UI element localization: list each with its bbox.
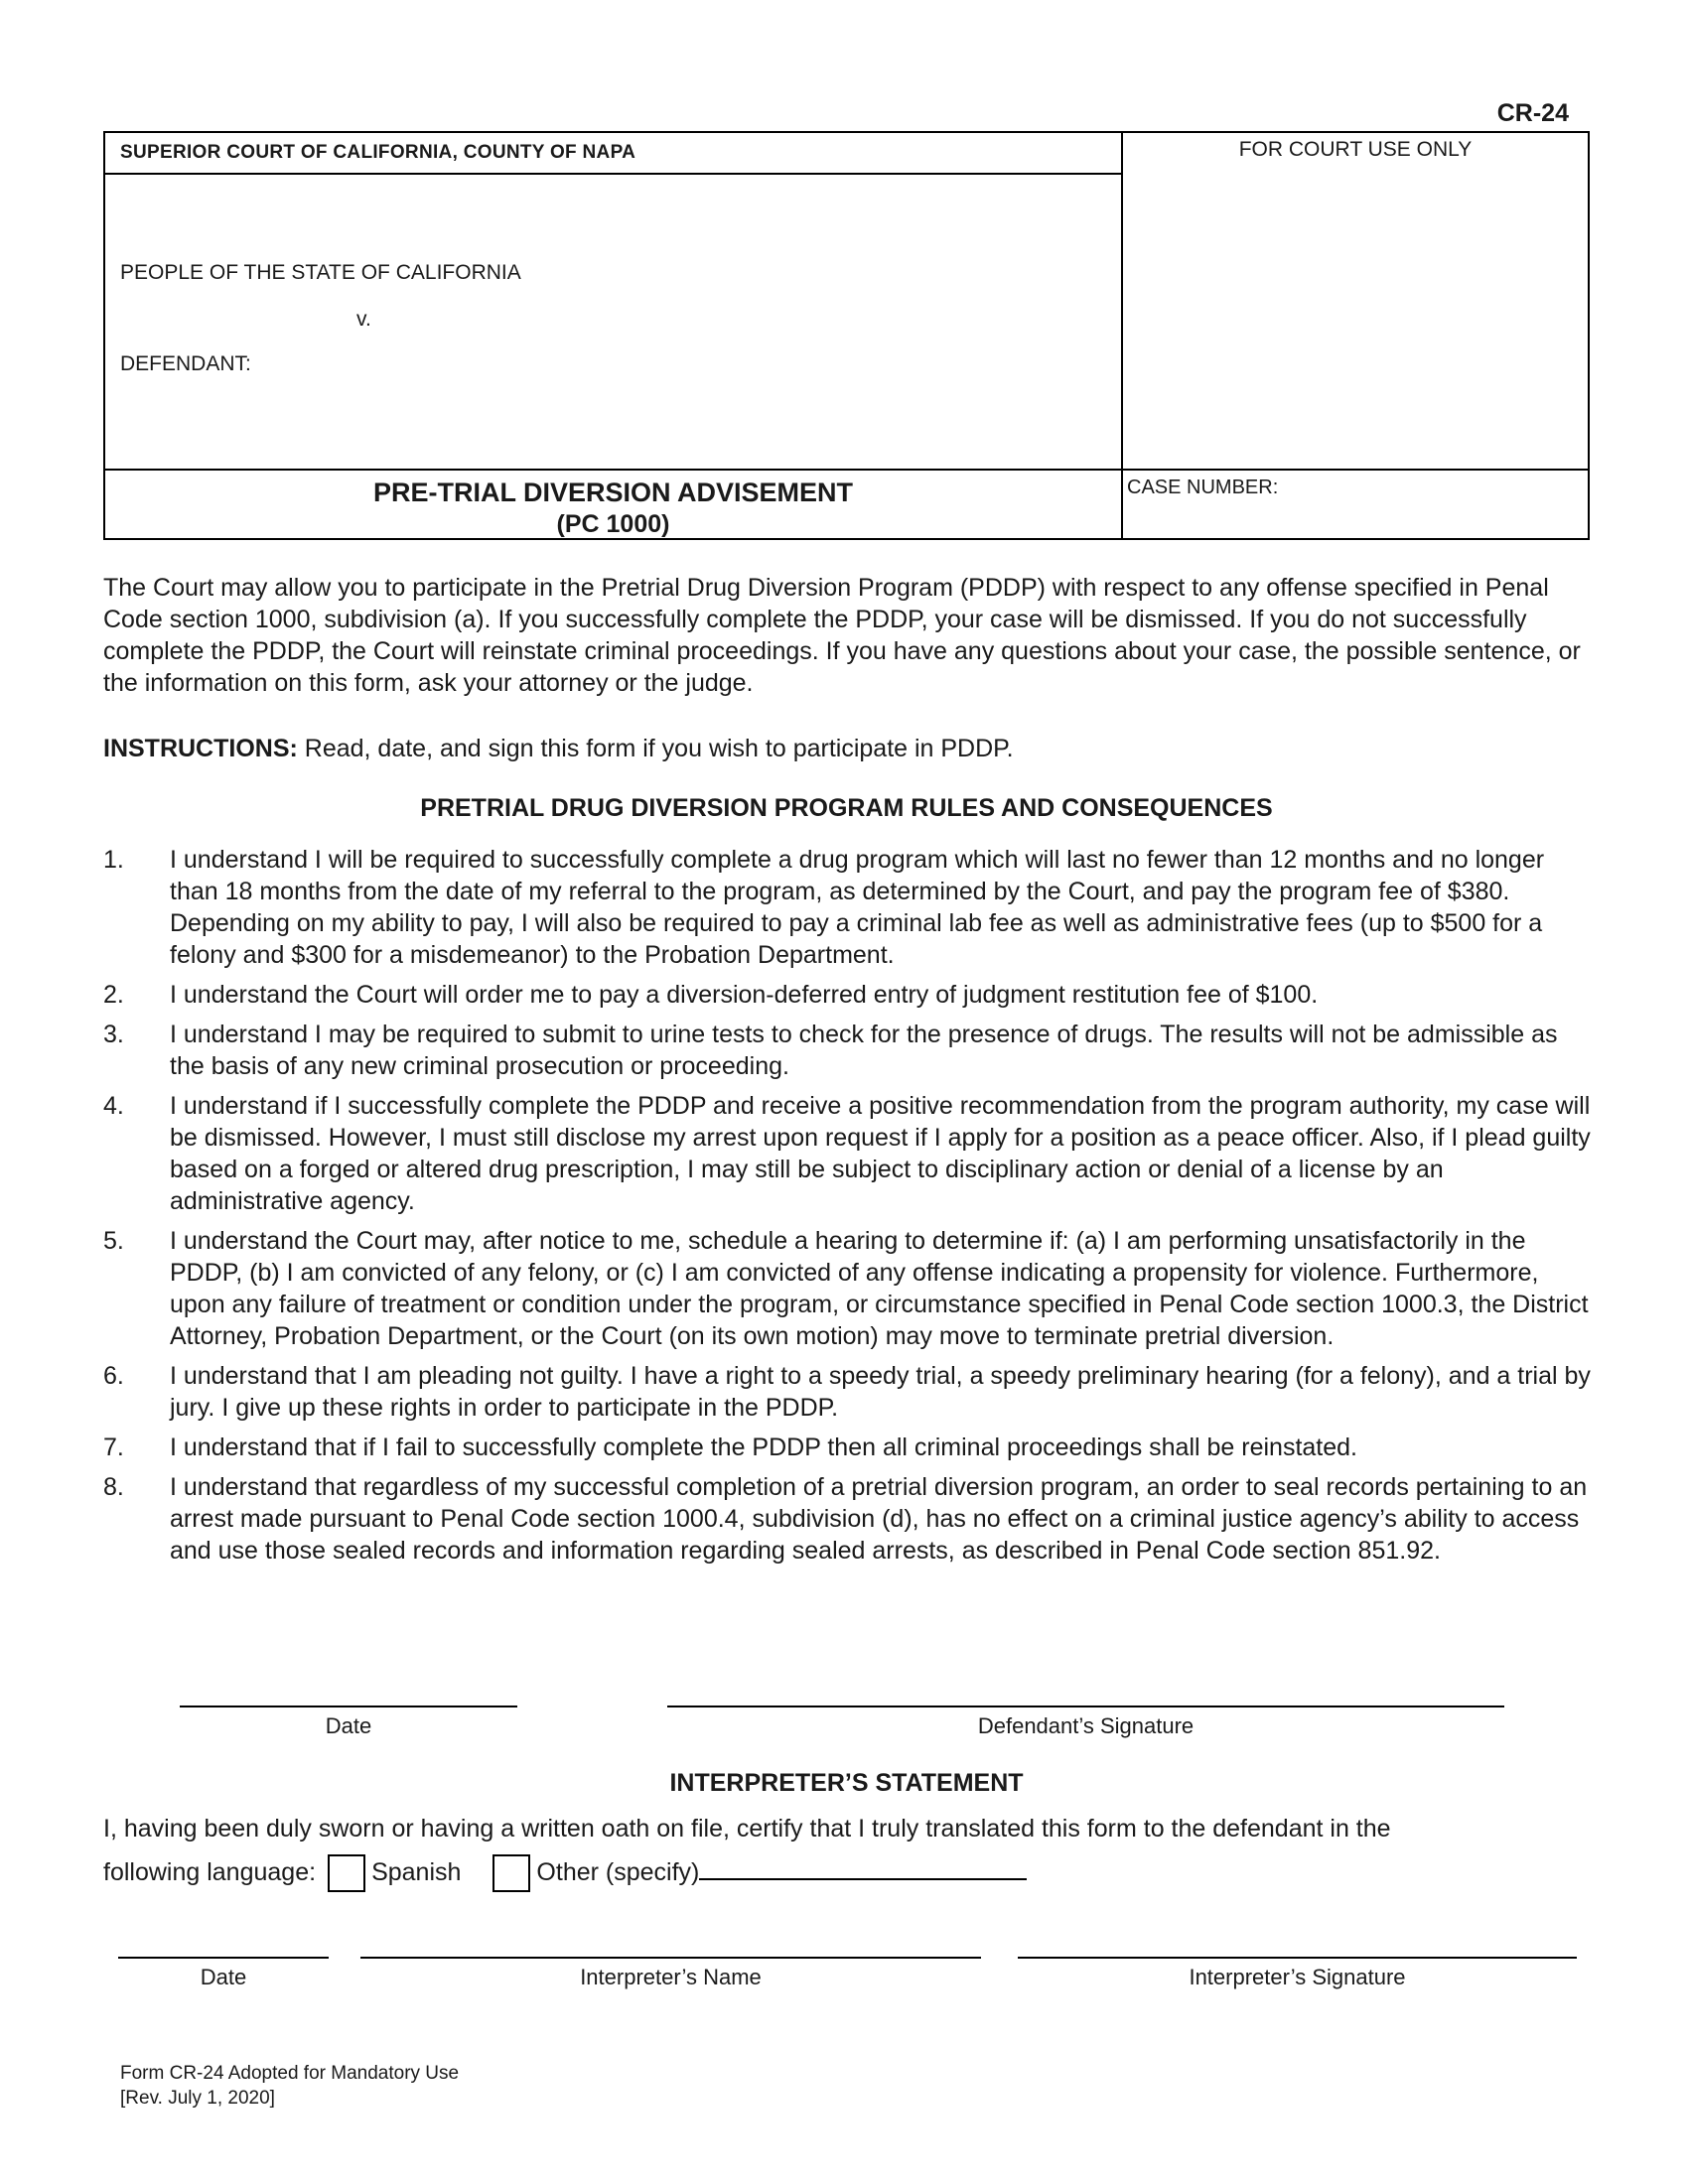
- language-row: [103, 1852, 1027, 1892]
- court-use-label: FOR COURT USE ONLY: [1238, 138, 1473, 161]
- rule-number: 1.: [103, 846, 124, 874]
- rule-text: I understand that if I fail to successfully complete the PDDP then all criminal proceedings shall be reinstated.: [170, 1433, 1357, 1461]
- form-footer: [120, 2061, 459, 2111]
- caption-box: [103, 131, 1123, 540]
- rule-item: [103, 979, 1593, 1011]
- instructions-text: Read, date, and sign this form if you wish to participate in PDDP.: [297, 735, 1014, 762]
- defendant-date-label: Date: [325, 1713, 372, 1738]
- case-number-field[interactable]: [1123, 469, 1588, 538]
- rules-heading: PRETRIAL DRUG DIVERSION PROGRAM RULES AND CONSEQUENCES: [420, 794, 1273, 822]
- interpreter-name-label: Interpreter’s Name: [580, 1965, 762, 1989]
- rule-text: I understand that I am pleading not guilty. I have a right to a speedy trial, a speedy preliminary hearing (for a felony), and a trial by jury. I give up these rights in order to participate in the PDDP.: [170, 1362, 1591, 1422]
- rule-number: 8.: [103, 1473, 124, 1501]
- rule-number: 7.: [103, 1433, 124, 1461]
- rule-text: I understand that regardless of my successful completion of a pretrial diversion program, an order to seal records pertaining to an arrest made pursuant to Penal Code section 1000.4, subdivision (d), has no effect on a criminal justice agency’s ability to access and use those sealed records and information regarding sealed arrests, as described in Penal Code section 851.92.: [170, 1473, 1588, 1565]
- rule-text: I understand the Court will order me to pay a diversion-deferred entry of judgment restitution fee of $100.: [170, 981, 1319, 1009]
- form-id: CR-24: [1496, 99, 1569, 127]
- other-language-field[interactable]: [699, 1852, 1027, 1880]
- interpreter-signature-line[interactable]: [1018, 1957, 1577, 1959]
- rule-number: 6.: [103, 1362, 124, 1390]
- people-label: PEOPLE OF THE STATE OF CALIFORNIA: [120, 261, 521, 284]
- interpreter-statement: I, having been duly sworn or having a written oath on file, certify that I truly translated this form to the defendant in the: [103, 1815, 1391, 1843]
- rule-text: I understand the Court may, after notice to me, schedule a hearing to determine if: (a) I am performing unsatisfactorily in the PDDP, (b) I am convicted of any felony, or (c) I am convicted of any offense indicating a propensity for violence. Furthermore, upon any failure of treatment or condition under the program, or circumstance specified in Penal Code section 1000.3, the District Attorney, Probation Department, or the Court (on its own motion) may move to terminate pretrial diversion.: [170, 1227, 1589, 1350]
- court-use-box: [1121, 131, 1590, 540]
- interpreter-heading: INTERPRETER’S STATEMENT: [669, 1769, 1024, 1797]
- rule-number: 2.: [103, 981, 124, 1009]
- instructions-label: INSTRUCTIONS:: [103, 735, 298, 762]
- instructions: [103, 733, 1593, 764]
- spanish-label: Spanish: [371, 1858, 462, 1886]
- form-subtitle: (PC 1000): [556, 510, 670, 538]
- rule-item: [103, 1471, 1593, 1567]
- interpreter-date-label: Date: [200, 1965, 247, 1989]
- rule-number: 5.: [103, 1227, 124, 1255]
- rule-number: 3.: [103, 1021, 124, 1048]
- defendant-date-line[interactable]: [180, 1706, 517, 1707]
- interpreter-date-line[interactable]: [118, 1957, 329, 1959]
- rule-text: I understand I may be required to submit to urine tests to check for the presence of drugs. The results will not be admissible as the basis of any new criminal prosecution or proceeding.: [170, 1021, 1558, 1080]
- interpreter-name-line[interactable]: [360, 1957, 981, 1959]
- rule-text: I understand I will be required to successfully complete a drug program which will last no fewer than 12 months and no longer than 18 months from the date of my referral to the program, as determined by the Court, and pay the program fee of $380. Depending on my ability to pay, I will also be required to pay a criminal lab fee as well as administrative fees (up to $500 for a felony and $300 for a misdemeanor) to the Probation Department.: [170, 846, 1545, 969]
- rule-item: [103, 1225, 1593, 1352]
- rule-text: I understand if I successfully complete the PDDP and receive a positive recommendation from the program authority, my case will be dismissed. However, I must still disclose my arrest upon request if I apply for a position as a peace officer. Also, if I plead guilty based on a forged or altered drug prescription, I may still be subject to disciplinary action or denial of a license by an administrative agency.: [170, 1092, 1591, 1215]
- defendant-signature-line[interactable]: [667, 1706, 1504, 1707]
- rule-item: [103, 1432, 1593, 1463]
- other-checkbox[interactable]: [492, 1854, 530, 1892]
- rule-item: [103, 1360, 1593, 1424]
- form-title-area: [105, 469, 1121, 538]
- spanish-checkbox[interactable]: [328, 1854, 365, 1892]
- court-header: [105, 133, 1121, 175]
- defendant-label: DEFENDANT:: [120, 352, 251, 375]
- case-number-label: CASE NUMBER:: [1127, 477, 1279, 498]
- intro-paragraph: The Court may allow you to participate in the Pretrial Drug Diversion Program (PDDP) with respect to any offense specified in Penal Code section 1000, subdivision (a). If you successfully complete the PDDP, your case will be dismissed. If you do not successfully complete the PDDP, the Court will reinstate criminal proceedings. If you have any questions about your case, the possible sentence, or the information on this form, ask your attorney or the judge.: [103, 574, 1581, 697]
- court-name: SUPERIOR COURT OF CALIFORNIA, COUNTY OF NAPA: [120, 142, 636, 163]
- rule-item: [103, 1019, 1593, 1082]
- defendant-signature-label: Defendant’s Signature: [977, 1713, 1195, 1738]
- language-label: following language:: [103, 1858, 317, 1886]
- rules-list: [103, 844, 1593, 1574]
- footer-revision: [Rev. July 1, 2020]: [120, 2088, 275, 2109]
- rule-number: 4.: [103, 1092, 124, 1120]
- versus-label: v.: [356, 308, 371, 331]
- footer-adoption: Form CR-24 Adopted for Mandatory Use: [120, 2063, 460, 2084]
- interpreter-signature-label: Interpreter’s Signature: [1189, 1965, 1406, 1989]
- other-label: Other (specify): [536, 1858, 700, 1886]
- rule-item: [103, 844, 1593, 971]
- rule-item: [103, 1090, 1593, 1217]
- form-title: PRE-TRIAL DIVERSION ADVISEMENT: [372, 478, 854, 507]
